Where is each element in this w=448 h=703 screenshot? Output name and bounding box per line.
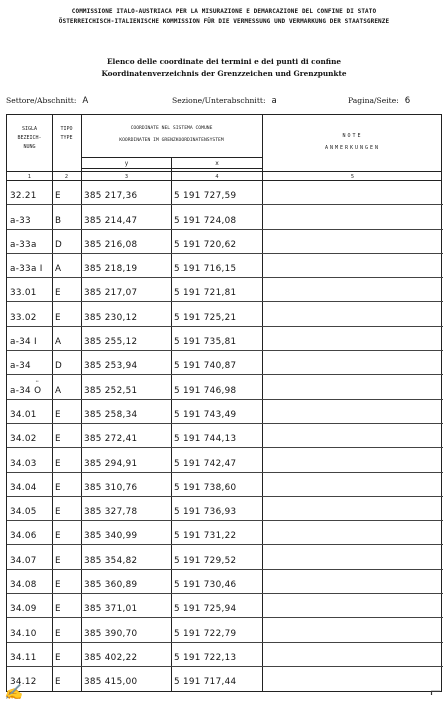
sector-label: Settore/Abschnitt: xyxy=(6,96,77,105)
sigla-cell: 32.21 xyxy=(10,191,37,202)
table-row xyxy=(7,375,443,399)
table-row xyxy=(7,643,443,667)
commission-title-german: ÖSTERREICHISCH-ITALIENISCHE KOMMISSION FÜR DIE VERMESSUNG UND VERMARKUNG DER STAATSGRENZE xyxy=(58,18,390,25)
x-coordinate-cell: 5 191 729,52 xyxy=(174,555,237,566)
x-coordinate-cell: 5 191 742,47 xyxy=(174,458,237,469)
table-row xyxy=(7,400,443,424)
x-coordinate-cell: 5 191 725,21 xyxy=(174,312,237,323)
x-coordinate-cell: 5 191 722,79 xyxy=(174,628,237,639)
coordinates-table xyxy=(6,114,442,692)
tipo-cell: E xyxy=(55,458,61,469)
table-row xyxy=(7,594,443,618)
x-coordinate-cell: 5 191 746,98 xyxy=(174,385,237,396)
tipo-cell: E xyxy=(55,312,61,323)
table-row xyxy=(7,327,443,351)
sigla-cell: a-33a I xyxy=(10,264,43,275)
sigla-cell: 34.06 xyxy=(10,531,37,542)
sigla-cell: 34.12 xyxy=(10,677,37,688)
page-label: Pagina/Seite: xyxy=(348,96,399,105)
tipo-cell: E xyxy=(55,652,61,663)
x-coordinate-cell: 5 191 736,93 xyxy=(174,507,237,518)
x-coordinate-cell: 5 191 731,22 xyxy=(174,531,237,542)
x-coordinate-cell: 5 191 722,13 xyxy=(174,652,237,663)
sigla-cell: 34.02 xyxy=(10,434,37,445)
column-header-tipo: TIPO TYPE xyxy=(60,126,73,141)
tipo-cell: E xyxy=(55,409,61,420)
table-row xyxy=(7,473,443,497)
column-number-1: 1 xyxy=(27,174,32,180)
sigla-cell: 34.11 xyxy=(10,652,37,663)
sector-field xyxy=(6,96,88,106)
sigla-cell: a-34 xyxy=(10,361,31,372)
sigla-cell: 34.08 xyxy=(10,580,37,591)
tipo-cell: D xyxy=(55,239,63,250)
tipo-cell: E xyxy=(55,288,61,299)
column-number-4: 4 xyxy=(215,174,219,180)
table-row xyxy=(7,278,443,302)
y-coordinate-cell: 385 230,12 xyxy=(84,312,138,323)
y-coordinate-cell: 385 340,99 xyxy=(84,531,138,542)
table-row xyxy=(7,205,443,229)
y-coordinate-cell: 385 354,82 xyxy=(84,555,138,566)
x-coordinate-cell: 5 191 727,59 xyxy=(174,191,237,202)
x-coordinate-cell: 5 191 730,46 xyxy=(174,580,237,591)
x-coordinate-cell: 5 191 740,87 xyxy=(174,361,237,372)
table-row xyxy=(7,424,443,448)
tipo-cell: E xyxy=(55,507,61,518)
sigla-cell: 34.07 xyxy=(10,555,37,566)
table-row xyxy=(7,230,443,254)
column-number-2: 2 xyxy=(64,174,69,180)
y-coordinate-cell: 385 327,78 xyxy=(84,507,138,518)
y-coordinate-cell: 385 252,51 xyxy=(84,385,138,396)
y-coordinate-cell: 385 415,00 xyxy=(84,677,138,688)
sigla-cell: 34.01 xyxy=(10,409,37,420)
handwritten-initials-right: ⌐ xyxy=(429,683,442,701)
sigla-cell: 34.05 xyxy=(10,507,37,518)
table-row xyxy=(7,521,443,545)
x-coordinate-cell: 5 191 716,15 xyxy=(174,264,237,275)
x-coordinate-cell: 5 191 717,44 xyxy=(174,677,237,688)
tipo-cell: A xyxy=(55,337,62,348)
column-header-sigla: SIGLA BEZEICH- NUNG xyxy=(17,126,42,150)
sigla-cell: 33.02 xyxy=(10,312,37,323)
y-coordinate-cell: 385 217,07 xyxy=(84,288,138,299)
table-row xyxy=(7,181,443,205)
y-coordinate-cell: 385 218,19 xyxy=(84,264,138,275)
commission-title-italian: COMMISSIONE ITALO-AUSTRIACA PER LA MISURAZIONE E DEMARCAZIONE DEL CONFINE DI STATO xyxy=(71,8,377,15)
y-coordinate-cell: 385 214,47 xyxy=(84,215,138,226)
y-coordinate-cell: 385 402,22 xyxy=(84,652,138,663)
table-row xyxy=(7,546,443,570)
x-coordinate-cell: 5 191 720,62 xyxy=(174,239,237,250)
table-row xyxy=(7,497,443,521)
sigla-cell: 34.04 xyxy=(10,482,37,493)
column-header-x: x xyxy=(215,160,219,167)
tipo-cell: B xyxy=(55,215,62,226)
y-coordinate-cell: 385 310,76 xyxy=(84,482,138,493)
tipo-cell: E xyxy=(55,604,61,615)
y-coordinate-cell: 385 390,70 xyxy=(84,628,138,639)
tipo-cell: E xyxy=(55,677,61,688)
column-number-3: 3 xyxy=(124,174,129,180)
sigla-cell: 33.01 xyxy=(10,288,37,299)
tipo-cell: E xyxy=(55,434,61,445)
y-coordinate-cell: 385 272,41 xyxy=(84,434,138,445)
page-field xyxy=(348,96,410,106)
sigla-cell: 34.03 xyxy=(10,458,37,469)
sigla-cell: 34.10 xyxy=(10,628,37,639)
tipo-cell: E xyxy=(55,482,61,493)
sigla-cell: a-34 I xyxy=(10,337,37,348)
list-title-italian: Elenco delle coordinate dei termini e dei punti di confine xyxy=(106,57,342,66)
sigla-cell: a-33a xyxy=(10,239,37,250)
x-coordinate-cell: 5 191 743,49 xyxy=(174,409,237,420)
sigla-cell: a-33 xyxy=(10,215,31,226)
sector-value: A xyxy=(82,96,89,106)
table-row xyxy=(7,254,443,278)
table-row xyxy=(7,570,443,594)
column-header-y: y xyxy=(124,160,129,167)
tipo-cell: D xyxy=(55,361,63,372)
tipo-cell: E xyxy=(55,555,61,566)
tipo-cell: E xyxy=(55,531,61,542)
x-coordinate-cell: 5 191 725,94 xyxy=(174,604,237,615)
y-coordinate-cell: 385 371,01 xyxy=(84,604,138,615)
handwritten-initials-left: ✍ xyxy=(4,683,23,701)
y-coordinate-cell: 385 217,36 xyxy=(84,191,138,202)
table-row xyxy=(7,618,443,642)
column-header-note: NOTE ANMERKUNGEN xyxy=(324,133,381,151)
tipo-cell: E xyxy=(55,628,61,639)
y-coordinate-cell: 385 258,34 xyxy=(84,409,138,420)
tipo-cell: A xyxy=(55,385,62,396)
tipo-cell: E xyxy=(55,580,61,591)
sigla-cell: 34.09 xyxy=(10,604,37,615)
y-coordinate-cell: 385 360,89 xyxy=(84,580,138,591)
x-coordinate-cell: 5 191 738,60 xyxy=(174,482,237,493)
sigla-cell: a-34 ¨ O xyxy=(10,386,41,396)
tipo-cell: A xyxy=(55,264,62,275)
table-row xyxy=(7,351,443,375)
y-coordinate-cell: 385 253,94 xyxy=(84,361,138,372)
subsector-label: Sezione/Unterabschnitt: xyxy=(172,96,266,105)
subsector-field xyxy=(172,96,277,106)
y-coordinate-cell: 385 255,12 xyxy=(84,337,138,348)
list-title-german: Koordinatenverzeichnis der Grenzzeichen und Grenzpunkte xyxy=(101,69,347,78)
table-row xyxy=(7,667,443,691)
page-value: 6 xyxy=(404,96,411,106)
x-coordinate-cell: 5 191 744,13 xyxy=(174,434,237,445)
column-number-5: 5 xyxy=(350,174,355,180)
table-row xyxy=(7,303,443,327)
y-coordinate-cell: 385 294,91 xyxy=(84,458,138,469)
x-coordinate-cell: 5 191 735,81 xyxy=(174,337,237,348)
column-header-coordinates: COORDINATE NEL SISTEMA COMUNE KOORDINATEN IM GRENZKOORDINATENSYSTEM xyxy=(119,126,224,143)
tipo-cell: E xyxy=(55,191,61,202)
subsector-value: a xyxy=(271,96,277,106)
x-coordinate-cell: 5 191 721,81 xyxy=(174,288,237,299)
table-row xyxy=(7,448,443,472)
x-coordinate-cell: 5 191 724,08 xyxy=(174,215,237,226)
y-coordinate-cell: 385 216,08 xyxy=(84,239,138,250)
